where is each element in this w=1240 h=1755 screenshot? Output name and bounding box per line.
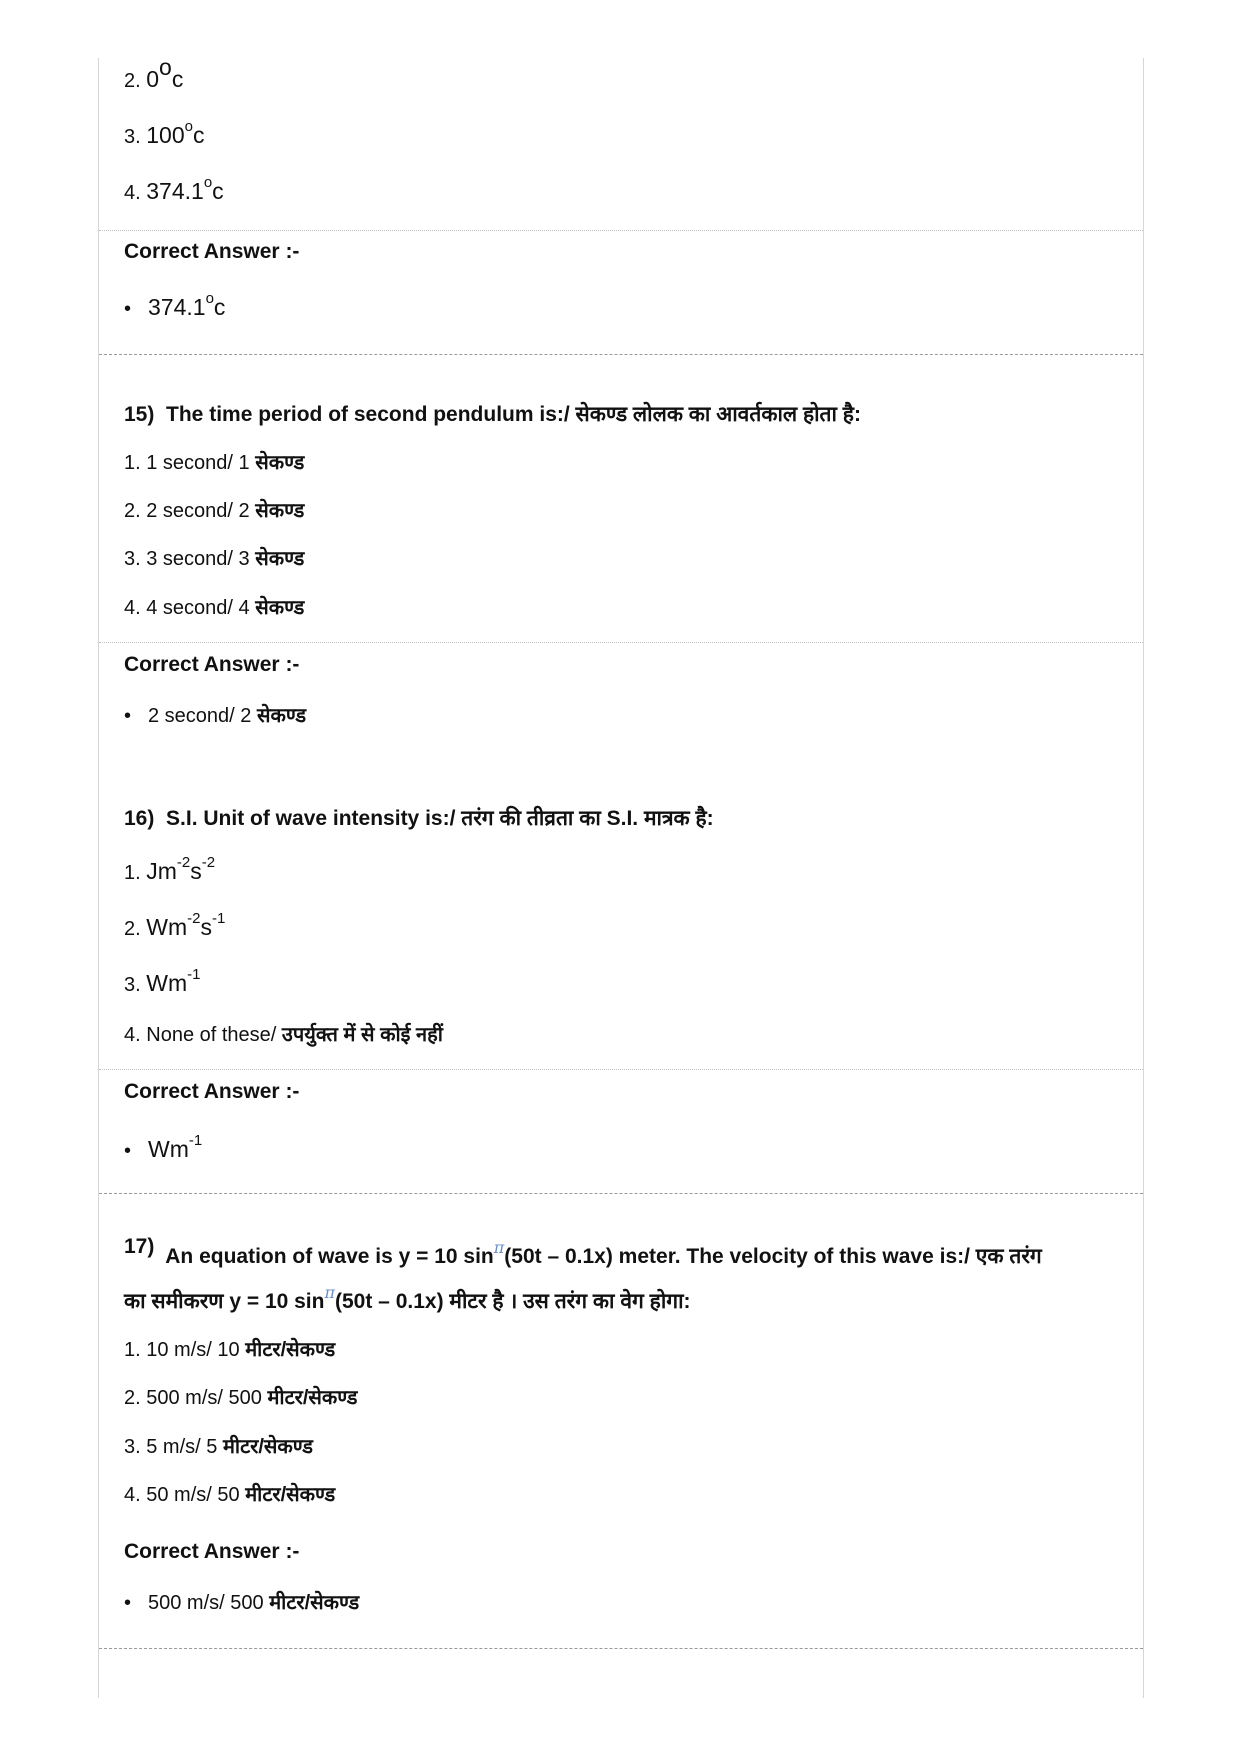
divider bbox=[99, 230, 1143, 231]
correct-answer: • $Wm^{-1}$ bbox=[124, 1132, 203, 1162]
option: 1. $Jm^{-2}s^{-2}$ bbox=[124, 854, 216, 884]
option: 2. 2 second/ 2 सेकण्ड bbox=[124, 500, 305, 522]
correct-answer-label: Correct Answer :- bbox=[124, 1540, 300, 1563]
option: 1. 1 second/ 1 सेकण्ड bbox=[124, 452, 305, 474]
correct-answer: • 500 m/s/ 500 मीटर/सेकण्ड bbox=[124, 1592, 360, 1614]
question-15: 15) The time period of second pendulum is:/ सेकण्ड लोलक का आवर्तकाल होता है: bbox=[124, 403, 861, 426]
option: 3. 5 m/s/ 5 मीटर/सेकण्ड bbox=[124, 1436, 313, 1458]
question-16: 16) S.I. Unit of wave intensity is:/ तरंग की तीव्रता का S.I. मात्रक है: bbox=[124, 807, 714, 830]
question-separator bbox=[99, 1648, 1143, 1649]
question-17: 17) An equation of wave is y = 10 $\sin^\pi(50t - 0.1x)$ meter. The velocity of this wave is:/ एक तरंग bbox=[124, 1235, 1042, 1268]
frame-right-border bbox=[1143, 58, 1144, 1698]
divider bbox=[99, 642, 1143, 643]
option: 1. 10 m/s/ 10 मीटर/सेकण्ड bbox=[124, 1339, 336, 1361]
question-17-line-2: का समीकरण y = 10 $\sin^\pi(50t - 0.1x)$ मीटर है । उस तरंग का वेग होगा: bbox=[124, 1283, 691, 1313]
option: 3. $Wm^{-1}$ bbox=[124, 966, 201, 996]
option: 2. 500 m/s/ 500 मीटर/सेकण्ड bbox=[124, 1387, 358, 1409]
correct-answer-label: Correct Answer :- bbox=[124, 1080, 300, 1103]
option: 4. 50 m/s/ 50 मीटर/सेकण्ड bbox=[124, 1484, 336, 1506]
correct-answer: • 2 second/ 2 सेकण्ड bbox=[124, 705, 307, 727]
correct-answer-label: Correct Answer :- bbox=[124, 653, 300, 676]
question-separator bbox=[99, 1193, 1143, 1194]
option: 4. 4 second/ 4 सेकण्ड bbox=[124, 597, 305, 619]
divider bbox=[99, 1069, 1143, 1070]
option: 4. 374.1$^o$c bbox=[124, 174, 224, 204]
correct-answer: • 374.1$^o$c bbox=[124, 290, 226, 320]
option: 3. 3 second/ 3 सेकण्ड bbox=[124, 548, 305, 570]
option: 4. None of these/ उपर्युक्त में से कोई नहीं bbox=[124, 1024, 443, 1046]
option: 2. 0$^o$c bbox=[124, 54, 184, 92]
correct-answer-label: Correct Answer :- bbox=[124, 240, 300, 263]
question-separator bbox=[99, 354, 1143, 355]
option: 2. $Wm^{-2}s^{-1}$ bbox=[124, 910, 226, 940]
frame-left-border bbox=[98, 58, 99, 1698]
option: 3. 100$^o$c bbox=[124, 118, 205, 148]
